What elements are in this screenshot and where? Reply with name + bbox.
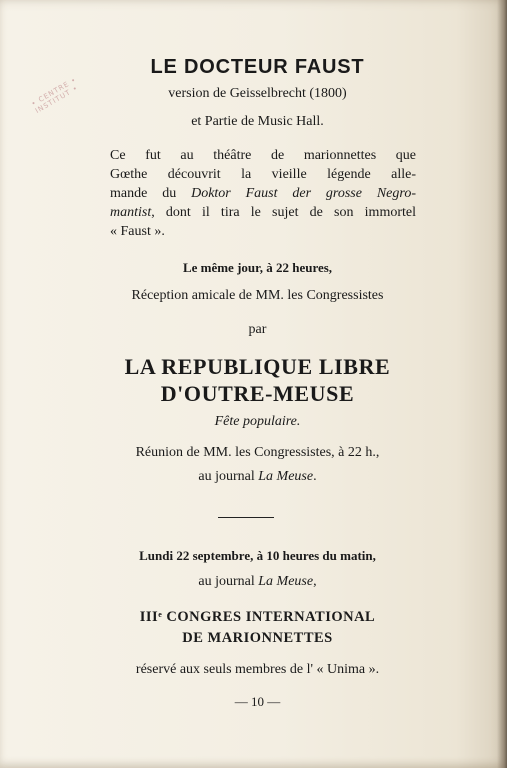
paragraph-line	[110, 184, 416, 203]
divider-rule	[218, 517, 274, 518]
same-day-heading: Le même jour, à 22 heures,	[182, 260, 333, 275]
congres-title-1	[70, 609, 445, 626]
paragraph-line: « Faust ».	[110, 224, 165, 239]
republique-title-1: LA REPUBLIQUE LIBRE	[124, 354, 391, 379]
paragraph-italic: mantist	[110, 205, 152, 220]
faust-subtitle: version de Geisselbrecht (1800)	[168, 86, 347, 101]
fete-subtitle: Fête populaire.	[214, 414, 301, 429]
faust-paragraph	[110, 146, 416, 241]
paragraph-italic: Doktor Faust der grosse Negro-	[191, 186, 416, 201]
congres-roman: III	[139, 609, 159, 625]
journal-punct: .	[313, 469, 317, 484]
page-number: — 10 —	[234, 694, 281, 709]
journal-name: La Meuse	[258, 469, 314, 484]
congres-sup: e	[158, 610, 163, 619]
journal-line	[70, 469, 445, 485]
journal-text: au journal	[198, 574, 259, 589]
unima-line: réservé aux seuls membres de l' « Unima ».	[135, 662, 380, 677]
paragraph-text: mande du	[110, 186, 192, 201]
par-line: par	[248, 322, 267, 337]
faust-subtitle-2: et Partie de Music Hall.	[191, 114, 324, 129]
monday-journal-line	[70, 574, 445, 590]
reunion-line: Réunion de MM. les Congressistes, à 22 h.,	[135, 445, 380, 460]
reception-line: Réception amicale de MM. les Congressistes	[131, 288, 384, 303]
page-edge-shadow	[497, 0, 507, 768]
journal-text: au journal	[198, 469, 259, 484]
paragraph-line: Gœthe découvrit la vieille légende alle-	[110, 167, 416, 182]
congres-text: CONGRES INTERNATIONAL	[162, 609, 376, 625]
republique-title-2: D'OUTRE-MEUSE	[160, 381, 355, 406]
faded-stamp: • CENTRE • INSTITUT •	[30, 75, 80, 116]
paragraph-line: Ce fut au théâtre de marionnettes que	[110, 148, 416, 163]
monday-heading: Lundi 22 septembre, à 10 heures du matin,	[139, 548, 376, 563]
journal-punct: ,	[313, 574, 317, 589]
paragraph-line	[110, 203, 416, 222]
paragraph-text: , dont il tira le sujet de son immortel	[151, 205, 416, 220]
faust-title: LE DOCTEUR FAUST	[150, 56, 365, 78]
congres-title-2: DE MARIONNETTES	[182, 630, 333, 646]
journal-name: La Meuse	[258, 574, 314, 589]
